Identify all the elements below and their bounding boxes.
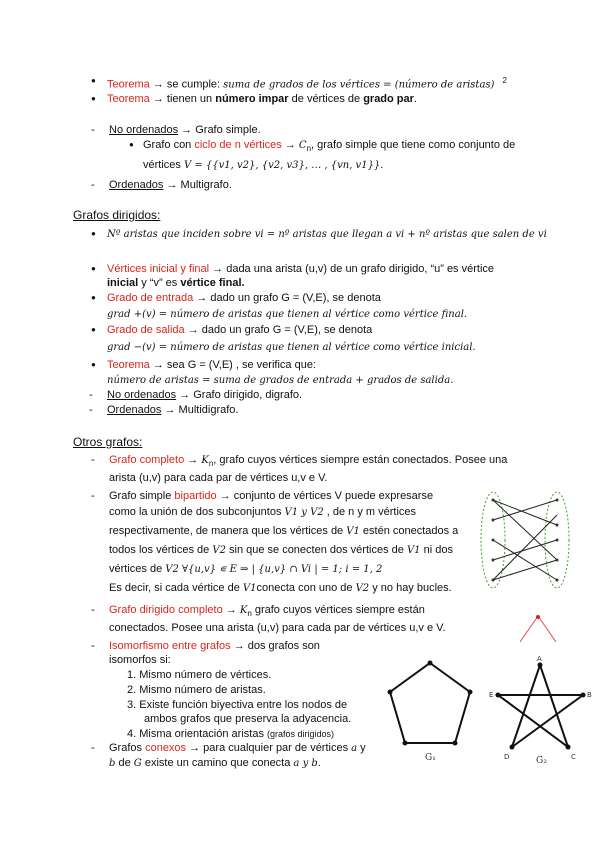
- grado-salida: ● Grado de salida → dado un grafo G = (V,E), se denota: [107, 323, 372, 337]
- star-label-c: C: [571, 753, 576, 761]
- section-title-dirigidos: Grafos dirigidos:: [73, 208, 161, 222]
- iso-item-2: 2. Mismo número de aristas.: [127, 684, 266, 696]
- star-label-a: A: [537, 655, 542, 663]
- star-label-b: B: [587, 691, 592, 699]
- grafo-dirigido-completo-2: conectados. Posee una arista (u,v) para cada par de vértices u,v e V.: [109, 622, 446, 634]
- star-graph-g2: [488, 655, 598, 765]
- pentagon-graph-g1: [385, 655, 485, 765]
- grado-entrada-math: grad +(v) = número de aristas que tienen al vértice como vértice final.: [107, 309, 468, 320]
- ordenados: - Ordenados → Multigrafo.: [109, 178, 232, 192]
- dirigido-ordenados: - Ordenados → Multidigrafo.: [107, 403, 238, 417]
- grado-salida-math: grad −(v) = número de aristas que tienen al vértice como vértice inicial.: [107, 342, 476, 353]
- grado-entrada: ● Grado de entrada → dado un grafo G = (V,E), se denota: [107, 291, 381, 305]
- conexos: - Grafos conexos → para cualquier par de vértices a y: [109, 741, 366, 756]
- grafo-dirigido-completo: - Grafo dirigido completo → $K_n$ grafo cuyos vértices siempre están: [109, 603, 425, 621]
- bipartido-4: todos los vértices de V2 sin que se conecten dos vértices de V1 ni dos: [109, 544, 453, 556]
- iso-item-4: 4. Misma orientación aristas (grafos dirigidos): [127, 728, 335, 740]
- conexos-2: b de G existe un camino que conecta a y b.: [109, 757, 321, 769]
- cycle-graph-line1: ● Grafo con ciclo de n vértices → $C_n$, grafo simple que tiene como conjunto de: [143, 138, 515, 156]
- teorema-dirigido-math: número de aristas = suma de grados de entrada + grados de salida.: [107, 375, 454, 386]
- vertices-inicial-final-2: inicial y “v” es vértice final.: [107, 277, 245, 289]
- isomorfismo-2: isomorfos si:: [109, 654, 171, 666]
- g1-label: G₁: [425, 753, 436, 763]
- iso-item-1: 1. Mismo número de vértices.: [127, 669, 272, 681]
- bipartido-1: - Grafo simple bipartido → conjunto de vértices V puede expresarse: [109, 489, 433, 503]
- bipartido-6: Es decir, si cada vértice de V1conecta con uno de V2 y no hay bucles.: [109, 582, 452, 594]
- theorem-1: ● Teorema → se cumple: suma de grados de los vértices = (número de aristas) $^2$: [107, 74, 507, 93]
- cycle-graph-line2: vértices V = {{v1, v2}, {v2, v3}, … , {vn, v1}}.: [143, 159, 384, 171]
- bipartite-graph-figure: [475, 485, 580, 600]
- vertices-inicial-final: ● Vértices inicial y final → dada una arista (u,v) de un grafo dirigido, “u” es vértice: [107, 262, 494, 276]
- dirigido-no-ordenados: - No ordenados → Grafo dirigido, digrafo.: [107, 388, 302, 402]
- isomorfismo: - Isomorfismo entre grafos → dos grafos son: [109, 639, 320, 653]
- section-title-otros: Otros grafos:: [73, 435, 143, 449]
- formula-inciden: ● Nº aristas que inciden sobre vi = nº aristas que llegan a vi + nº aristas que salen de vi: [107, 227, 547, 242]
- theorem-2: ● Teorema → tienen un número impar de vértices de grado par.: [107, 92, 417, 106]
- red-arrow-decoration: [518, 612, 558, 644]
- star-label-d: D: [504, 753, 510, 761]
- star-label-e: E: [489, 691, 494, 699]
- iso-item-3: 3. Existe función biyectiva entre los nodos de: [127, 699, 348, 711]
- bipartido-2: como la unión de dos subconjuntos V1 y V2 , de n y m vértices: [109, 506, 417, 518]
- no-ordenados: - No ordenados → Grafo simple.: [109, 123, 261, 137]
- grafo-completo: - Grafo completo → $K_n$, grafo cuyos vértices siempre están conectados. Posee una: [109, 453, 507, 471]
- teorema-dirigido: ● Teorema → sea G = (V,E) , se verifica que:: [107, 358, 316, 372]
- bipartido-3: respectivamente, de manera que los vértices de V1 estén conectados a: [109, 525, 459, 537]
- iso-item-3b: ambos grafos que preserva la adyacencia.: [144, 713, 352, 725]
- g2-label: G₂: [536, 756, 547, 765]
- grafo-completo-2: arista (u,v) para cada par de vértices u,v e V.: [109, 472, 328, 484]
- bipartido-5: vértices de V2 ∀{u,v} ∊ E ⇒ | {u,v} ∩ Vi | = 1; i = 1, 2: [109, 563, 383, 575]
